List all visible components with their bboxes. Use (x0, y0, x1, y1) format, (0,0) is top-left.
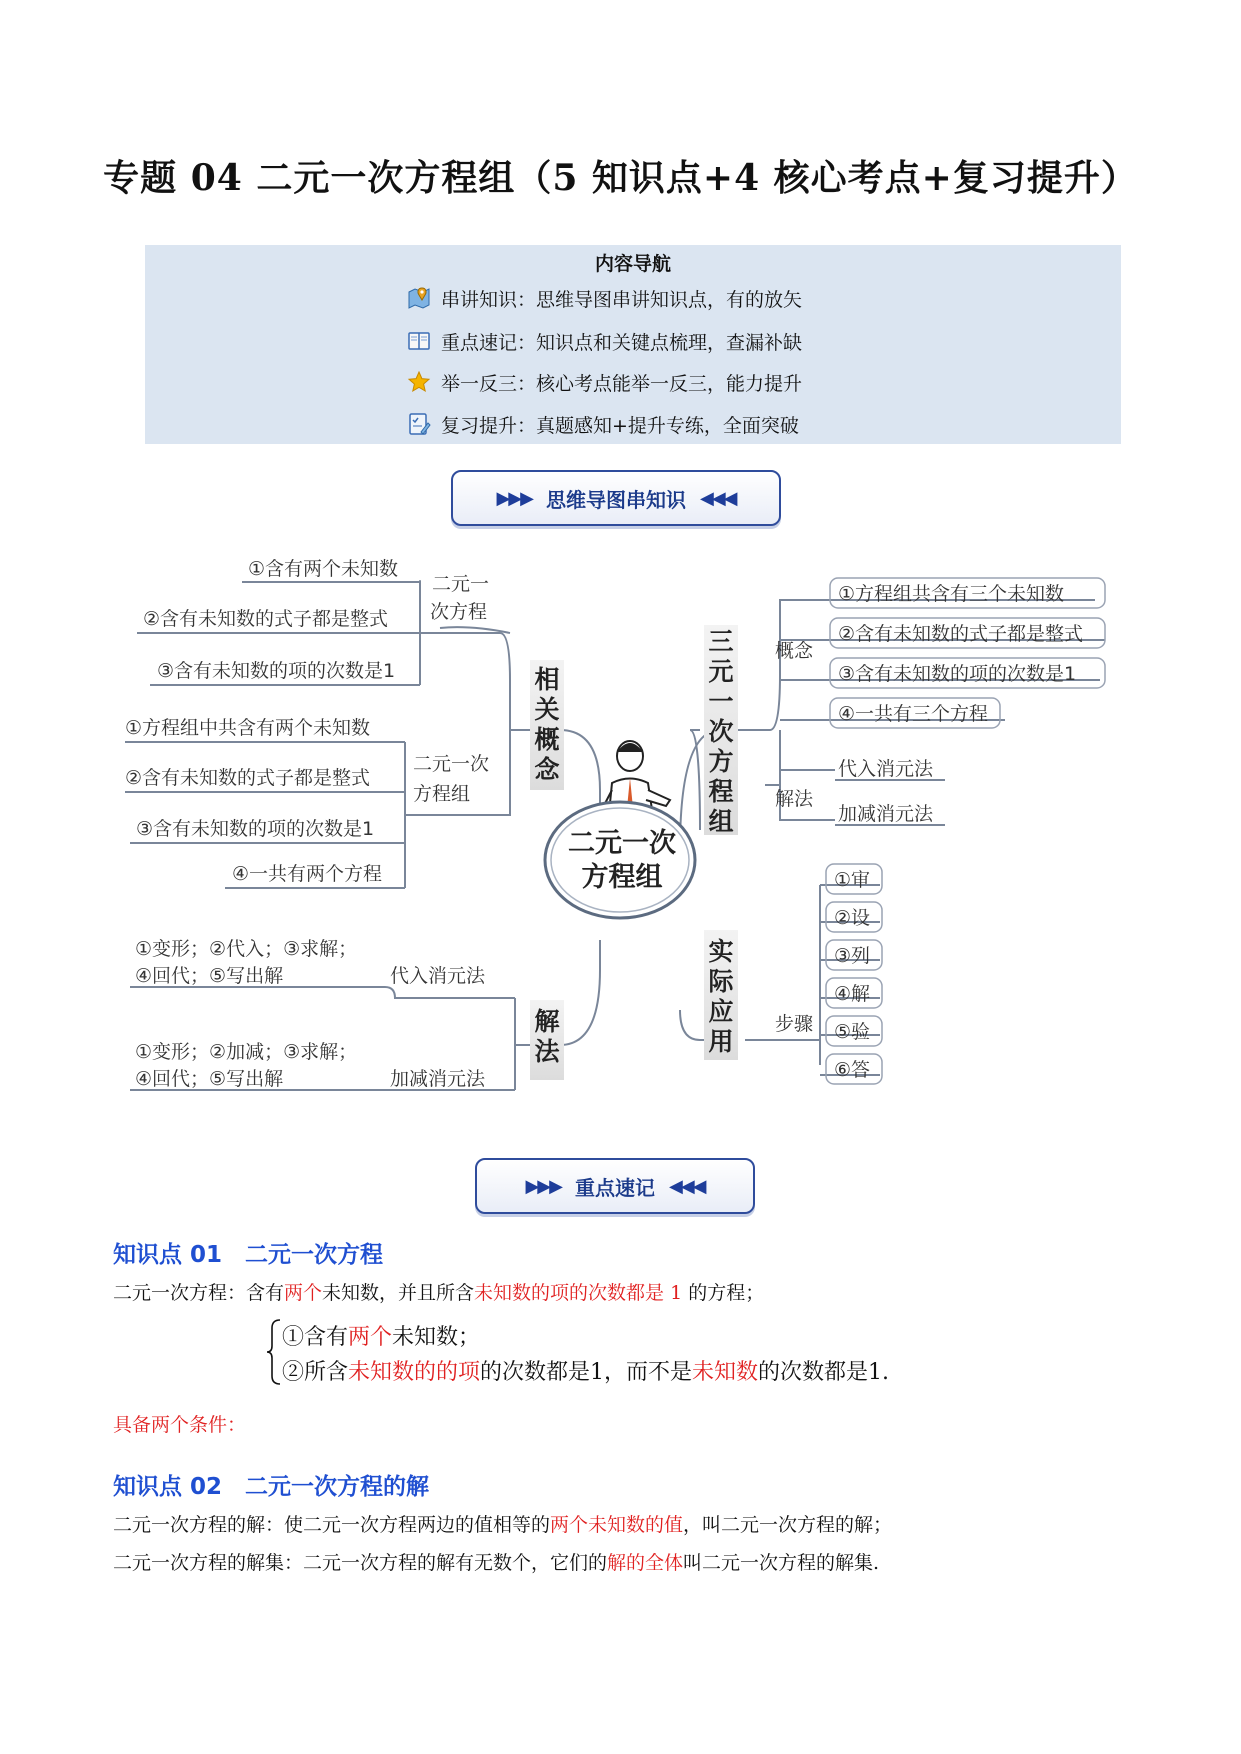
step-item: ③列 (834, 945, 871, 967)
concept-item: ①方程组共含有三个未知数 (838, 583, 1065, 605)
branch-method-label (534, 1007, 560, 1066)
eq1-label: 次方程 (430, 601, 488, 623)
text-run: 二元一次方程的解：使二元一次方程两边的值相等的 (113, 1514, 551, 1536)
nav-heading: 内容导航 (594, 253, 671, 275)
branch-char: 概 (534, 725, 560, 754)
text-run: 二元一次方程的解集：二元一次方程的解有无数个，它们的 (113, 1552, 608, 1574)
kp2-line-1 (113, 1510, 892, 1537)
section-banner-mindmap (451, 470, 781, 526)
step-item: ①审 (834, 869, 871, 891)
center-line-2: 方程组 (581, 862, 663, 893)
right-arrows-icon: ▶▶▶ (496, 487, 532, 509)
kp2-line-2 (113, 1548, 879, 1575)
text-run: ，叫二元一次方程的解； (683, 1514, 893, 1536)
sub-step: ④回代；⑤写出解 (135, 965, 284, 987)
highlight: 未知数 (692, 1360, 759, 1385)
kp1-heading: 知识点 01 二元一次方程 (113, 1242, 384, 1268)
text-run: 未知数； (392, 1325, 481, 1350)
step-item: ⑥答 (834, 1059, 871, 1081)
banner-label: 思维导图串知识 (546, 487, 686, 512)
star-icon (407, 370, 431, 394)
sub-step: ①变形；②代入；③求解； (135, 938, 358, 960)
highlight: 两个 (348, 1325, 393, 1350)
mindmap-diagram (0, 530, 1241, 1120)
branch-char: 程 (708, 777, 734, 806)
kp1-condition-1 (282, 1320, 480, 1351)
branch-char: 次 (708, 717, 734, 746)
sys2-label: 方程组 (413, 783, 471, 805)
checklist-icon (407, 412, 431, 436)
page-title: 专题 04 二元一次方程组（5 知识点+4 核心考点+复习提升） (103, 157, 1138, 199)
branch-three-label (708, 627, 733, 836)
highlight: 两个 (284, 1282, 323, 1304)
text-run: ②所含 (282, 1360, 349, 1385)
eq1-item: ③含有未知数的项的次数是1 (157, 660, 396, 682)
content-nav-box (145, 245, 1121, 444)
concept-item: ②含有未知数的式子都是整式 (838, 623, 1084, 645)
nav-item-keypoints[interactable] (407, 324, 802, 358)
branch-char: 解 (534, 1007, 560, 1036)
eq1-label: 二元一 (432, 573, 490, 595)
branch-char: 元 (708, 657, 734, 686)
highlight: 两个未知数的值 (550, 1514, 684, 1536)
concept-item: ④一共有三个方程 (838, 703, 989, 725)
sys2-item: ②含有未知数的式子都是整式 (125, 767, 371, 789)
branch-char: 实 (708, 937, 734, 966)
text-run: 的次数都是1，而不是 (480, 1360, 693, 1385)
nav-item-lecture[interactable] (407, 281, 802, 315)
highlight: 未知数的的项 (348, 1360, 481, 1385)
sys2-item: ④一共有两个方程 (232, 863, 383, 885)
branch-char: 方 (708, 747, 734, 776)
solve-item: 代入消元法 (838, 758, 934, 780)
branch-char: 一 (708, 687, 734, 716)
nav-item-review[interactable] (407, 407, 799, 441)
branch-char: 念 (534, 755, 560, 784)
left-arrows-icon: ◀◀◀ (700, 487, 736, 509)
add-step: ①变形；②加减；③求解； (135, 1041, 358, 1063)
sys2-item: ①方程组中共含有两个未知数 (125, 717, 371, 739)
add-step: ④回代；⑤写出解 (135, 1068, 284, 1090)
nav-item-text: 重点速记：知识点和关键点梳理，查漏补缺 (441, 331, 803, 354)
sys2-label: 二元一次 (413, 753, 490, 775)
branch-char: 用 (708, 1027, 734, 1056)
kp1-note: 具备两个条件： (113, 1414, 247, 1436)
kp1-condition-2 (282, 1355, 889, 1386)
center-line-1: 二元一次 (568, 828, 676, 859)
step-item: ④解 (834, 983, 871, 1005)
add-method-label: 加减消元法 (390, 1068, 486, 1090)
text-run: 的次数都是1. (758, 1360, 890, 1385)
sub-method-label: 代入消元法 (390, 965, 486, 987)
solve-label: 解法 (775, 788, 814, 810)
book-icon (407, 329, 431, 353)
steps-label: 步骤 (775, 1013, 814, 1035)
branch-apply-label (708, 937, 734, 1056)
step-item: ②设 (834, 907, 871, 929)
map-pin-icon (407, 286, 431, 310)
branch-char: 际 (708, 967, 734, 996)
branch-char: 三 (708, 627, 734, 656)
branch-char: 相 (534, 665, 560, 694)
concept-item: ③含有未知数的项的次数是1 (838, 663, 1077, 685)
left-arrows-icon: ◀◀◀ (669, 1175, 705, 1197)
concept-label: 概念 (775, 640, 814, 662)
kp2-heading: 知识点 02 二元一次方程的解 (113, 1474, 430, 1500)
kp1-definition (113, 1278, 764, 1305)
eq1-item: ②含有未知数的式子都是整式 (143, 608, 389, 630)
text-run: 未知数，并且所含 (322, 1282, 475, 1304)
solve-item: 加减消元法 (838, 803, 934, 825)
branch-char: 关 (534, 695, 560, 724)
branch-char: 组 (708, 807, 734, 836)
nav-item-text: 串讲知识：思维导图串讲知识点，有的放矢 (441, 288, 803, 311)
highlight: 解的全体 (607, 1552, 684, 1574)
branch-char: 法 (534, 1037, 560, 1066)
highlight: 未知数的项的次数都是 1 (474, 1282, 683, 1304)
sys2-item: ③含有未知数的项的次数是1 (136, 818, 375, 840)
text-run: 叫二元一次方程的解集. (683, 1552, 880, 1574)
text-run: 二元一次方程：含有 (113, 1282, 285, 1304)
right-arrows-icon: ▶▶▶ (525, 1175, 561, 1197)
nav-item-text: 复习提升：真题感知+提升专练，全面突破 (441, 414, 799, 437)
center-node (545, 802, 695, 918)
eq1-item: ①含有两个未知数 (248, 558, 399, 580)
step-item: ⑤验 (834, 1021, 871, 1043)
nav-item-text: 举一反三：核心考点能举一反三，能力提升 (441, 372, 803, 395)
text-run: ①含有 (282, 1325, 349, 1350)
nav-item-practice[interactable] (407, 365, 802, 399)
banner-label: 重点速记 (575, 1175, 655, 1200)
branch-char: 应 (708, 997, 734, 1026)
branch-related-label (534, 665, 560, 784)
brace-icon (266, 1318, 282, 1386)
section-banner-keypoints (475, 1158, 755, 1214)
text-run: 的方程； (682, 1282, 765, 1304)
